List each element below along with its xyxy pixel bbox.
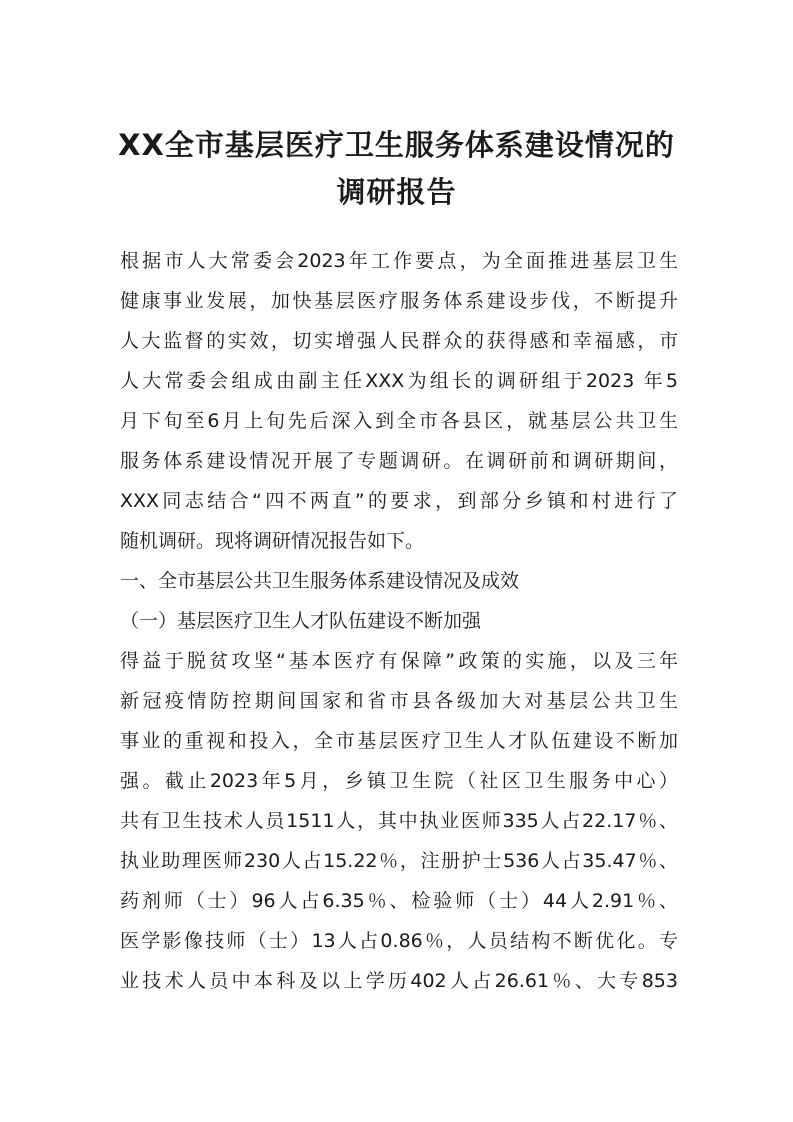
paragraph-line: 服务体系建设情况开展了专题调研。在调研前和调研期间， [120, 450, 678, 472]
document-title-line-1: XX全市基层医疗卫生服务体系建设情况的 [118, 128, 675, 162]
paragraph-line: 业技术人员中本科及以上学历402人占26.61％、大专853 [120, 970, 678, 992]
paragraph-line: 根据市人大常委会2023年工作要点，为全面推进基层卫生 [120, 250, 678, 272]
paragraph-line: 随机调研。现将调研情况报告如下。 [120, 530, 425, 552]
section-heading: 一、全市基层公共卫生服务体系建设情况及成效 [120, 570, 520, 592]
subsection-heading: （一）基层医疗卫生人才队伍建设不断加强 [120, 610, 482, 632]
paragraph-line: 月下旬至6月上旬先后深入到全市各县区，就基层公共卫生 [120, 410, 678, 432]
paragraph-line: 执业助理医师230人占15.22％，注册护士536人占35.47％、 [120, 850, 678, 872]
paragraph-line: XXX同志结合“四不两直”的要求，到部分乡镇和村进行了 [120, 490, 678, 512]
paragraph-line: 健康事业发展，加快基层医疗服务体系建设步伐，不断提升 [120, 290, 678, 312]
paragraph-line: 医学影像技师（士）13人占0.86％，人员结构不断优化。专 [120, 930, 678, 952]
paragraph-line: 强。截止2023年5月，乡镇卫生院（社区卫生服务中心） [120, 770, 678, 792]
paragraph-line: 人大监督的实效，切实增强人民群众的获得感和幸福感，市 [120, 330, 678, 352]
paragraph-line: 共有卫生技术人员1511人，其中执业医师335人占22.17％、 [120, 810, 678, 832]
document-title-line-2: 调研报告 [336, 175, 457, 209]
paragraph-line: 新冠疫情防控期间国家和省市县各级加大对基层公共卫生 [120, 690, 678, 712]
paragraph-line: 人大常委会组成由副主任XXX为组长的调研组于2023 年5 [120, 370, 678, 392]
paragraph-line: 药剂师（士）96人占6.35％、检验师（士）44人2.91％、 [120, 890, 678, 912]
paragraph-line: 得益于脱贫攻坚“基本医疗有保障”政策的实施，以及三年 [120, 650, 678, 672]
paragraph-line: 事业的重视和投入，全市基层医疗卫生人才队伍建设不断加 [120, 730, 678, 752]
